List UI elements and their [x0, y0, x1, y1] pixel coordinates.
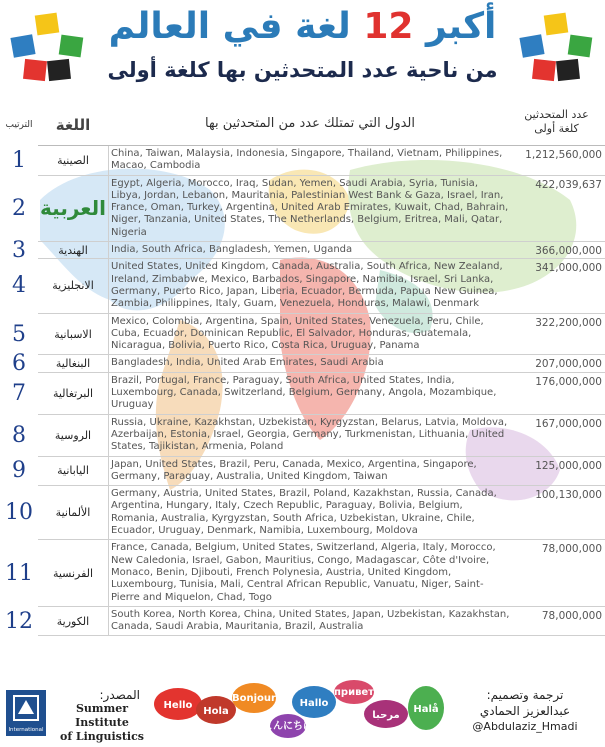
countries-list: Bangladesh, India, United Arab Emirates, Saudi Arabia [111, 357, 384, 369]
language-name: الاسبانية [54, 327, 92, 341]
rank-number: 6 [12, 351, 26, 377]
source-label: المصدر: [99, 688, 140, 702]
language-row [12, 457, 605, 487]
language-name: اليابانية [57, 464, 89, 478]
source-name: Summer Institute of Linguistics [59, 702, 145, 743]
rank-number: 9 [12, 458, 26, 484]
column-header-language: اللغة [55, 116, 91, 134]
column-divider [108, 607, 109, 636]
column-divider [108, 373, 109, 414]
countries-list: Brazil, Portugal, France, Paraguay, South Africa, United States, India, Luxembourg, Canada, Switzerland, Belgium, Germany, Angola, Mozambique, Uruguay [111, 374, 497, 411]
language-row [12, 237, 605, 263]
language-row [5, 540, 605, 606]
credit-handle: @Abdulaziz_Hmadi [472, 720, 578, 733]
title-number: 12 [363, 6, 414, 47]
column-header-rank: الترتيب [5, 120, 33, 130]
column-divider [108, 242, 109, 258]
column-divider [108, 457, 109, 486]
speaker-count: 100,130,000 [535, 489, 602, 502]
credit-label: ترجمة وتصميم: [486, 688, 564, 702]
greeting-bubbles [150, 668, 450, 747]
speaker-count: 176,000,000 [535, 375, 602, 388]
language-name: البرتغالية [52, 386, 94, 400]
speaker-count: 1,212,560,000 [525, 149, 602, 161]
colorful-squares-logo-icon [517, 10, 597, 90]
countries-list: Germany, Austria, United States, Brazil, Poland, Kazakhstan, Russia, Canada, Argentina, Hungary, Italy, Czech Republic, Paraguay, Bolivia, Belgium, Romania, Australia, Kyrgyzstan, South Africa, Uzbekistan, Ukraine, Chile, Ecuador, Uruguay, Denmark, Namibia, Luxembourg, Moldova [111, 488, 497, 537]
speaker-count: 366,000,000 [535, 245, 602, 258]
rank-number: 3 [12, 237, 26, 263]
svg-text:こんにちは: こんにちは [263, 721, 313, 732]
language-name: الانجليزية [52, 279, 94, 293]
greeting-bubble-marhaba [364, 700, 408, 728]
countries-list: Egypt, Algeria, Morocco, Iraq, Sudan, Yemen, Saudi Arabia, Syria, Tunisia, Libya, Jordan, Lebanon, Mauritania, Palestinian West Bank & Gaza, Israel, Iran, France, Oman, Turkey, Argentina, United Arab Emirates, Kuwait, Chad, Bahrain, Niger, Tanzania, United States, The Netherlands, Belgium, Eritrea, Mali, Qatar, Nigeria [111, 177, 509, 238]
svg-text:مرحبا: مرحبا [372, 710, 400, 721]
colorful-squares-logo-icon [8, 10, 88, 90]
rank-number: 2 [12, 195, 26, 221]
svg-text:Hallo: Hallo [299, 698, 329, 709]
language-row [12, 351, 605, 377]
language-name: الفرنسية [52, 566, 94, 580]
countries-list: United States, United Kingdom, Canada, Australia, South Africa, New Zealand, Ireland, Zimbabwe, Mexico, Barbados, Singapore, Namibia, Israel, Sri Lanka, Germany, Puerto Rico, Japan, Liberia, Ecuador, Bermuda, Papua New Guinea, Zambia, Philippines, Italy, Guam, Venezuela, Honduras, Malawi, Denmark [111, 261, 503, 310]
language-name: البنغالية [55, 357, 91, 371]
svg-text:Halå: Halå [413, 704, 439, 715]
footer [0, 668, 605, 747]
language-name: الهندية [58, 243, 88, 257]
rank-number: 1 [12, 147, 26, 173]
countries-list: France, Canada, Belgium, United States, Switzerland, Algeria, Italy, Morocco, New Caledonia, Israel, Gabon, Mauritius, Congo, Madagascar, Côte d'Ivoire, Monaco, Benin, Djibouti, French Polynesia, Austria, United Kingdom, Luxembourg, Tunisia, Mali, Central African Republic, Vanuatu, Niger, Saint-Pierre and Miquelon, Chad, Togo [111, 542, 496, 603]
language-row [12, 259, 605, 313]
column-divider [108, 355, 109, 371]
greeting-bubble-privet [334, 680, 374, 704]
speaker-count: 207,000,000 [535, 358, 602, 371]
language-row [5, 486, 605, 540]
language-row [5, 607, 605, 637]
language-row [12, 146, 605, 176]
speaker-count: 422,039,637 [535, 178, 602, 191]
rank-number: 10 [5, 500, 33, 526]
sil-international-logo-icon [6, 690, 46, 736]
rank-number: 7 [12, 380, 26, 406]
speaker-count: 322,200,000 [535, 316, 602, 329]
speaker-count: 125,000,000 [535, 459, 602, 472]
rank-number: 11 [5, 560, 33, 586]
column-divider [108, 146, 109, 175]
countries-list: Japan, United States, Brazil, Peru, Canada, Mexico, Argentina, Singapore, Germany, Paraguay, Australia, United Kingdom, Taiwan [111, 458, 477, 482]
svg-text:Bonjour: Bonjour [232, 693, 276, 704]
countries-list: Russia, Ukraine, Kazakhstan, Uzbekistan, Kyrgyzstan, Belarus, Latvia, Moldova, Azerbaijan, Estonia, Israel, Georgia, Germany, Turkmenistan, Lithuania, United States, Tajikistan, Armenia, Poland [111, 416, 508, 453]
language-name: الروسية [54, 428, 92, 442]
language-name: العربية [40, 196, 106, 221]
svg-text:привет: привет [334, 687, 374, 698]
column-divider [108, 415, 109, 456]
greeting-bubble-hala [408, 686, 444, 730]
page-title: أكبر 12 لغة في العالم [108, 6, 497, 47]
page-subtitle: من ناحية عدد المتحدثين بها كلغة أولى [107, 58, 498, 82]
countries-list: Mexico, Colombia, Argentina, Spain, United States, Venezuela, Peru, Chile, Cuba, Ecuador, Dominican Republic, El Salvador, Honduras, Guatemala, Nicaragua, Bolivia, Puerto Rico, Costa Rica, Uruguay, Panama [111, 315, 484, 352]
header [0, 0, 605, 100]
languages-table [5, 145, 605, 636]
credit-name: عبدالعزيز الحمادي [479, 704, 571, 718]
rank-number: 8 [12, 422, 26, 448]
countries-list: China, Taiwan, Malaysia, Indonesia, Singapore, Thailand, Vietnam, Philippines, Macao, Cambodia [111, 148, 503, 172]
rank-number: 12 [5, 608, 33, 634]
greeting-bubble-konnichiwa [263, 714, 313, 738]
column-divider [108, 486, 109, 539]
language-name: الكورية [56, 614, 90, 628]
countries-list: South Korea, North Korea, China, United States, Japan, Uzbekistan, Kazakhstan, Canada, Saudi Arabia, Mauritania, Brazil, Australia [111, 608, 510, 633]
language-row [12, 415, 605, 457]
greeting-bubble-bonjour [232, 683, 276, 713]
language-name: الألمانية [55, 506, 91, 520]
countries-list: India, South Africa, Bangladesh, Yemen, Uganda [111, 244, 353, 256]
column-divider [108, 540, 109, 605]
column-header-countries: الدول التي تمتلك عدد من المتحدثين بها [204, 116, 416, 131]
language-name: الصينية [57, 153, 89, 167]
language-row [12, 314, 605, 356]
language-row [12, 373, 605, 415]
speaker-count: 78,000,000 [541, 543, 602, 556]
svg-text:International: International [8, 727, 44, 733]
svg-text:Hola: Hola [203, 706, 229, 717]
column-divider [108, 176, 109, 241]
speaker-count: 341,000,000 [535, 262, 602, 275]
svg-text:Hello: Hello [163, 700, 193, 711]
language-row [12, 176, 605, 242]
speaker-count: 78,000,000 [541, 609, 602, 622]
column-divider [108, 314, 109, 355]
rank-number: 5 [12, 321, 26, 347]
column-header-speakers: عدد المتحدثين كلغة أولى [524, 108, 589, 135]
greeting-bubble-hallo [292, 686, 336, 718]
speaker-count: 167,000,000 [535, 417, 602, 430]
rank-number: 4 [12, 273, 26, 299]
greeting-bubble-hello [154, 688, 202, 720]
greeting-bubble-hola [196, 696, 236, 724]
column-divider [108, 259, 109, 312]
